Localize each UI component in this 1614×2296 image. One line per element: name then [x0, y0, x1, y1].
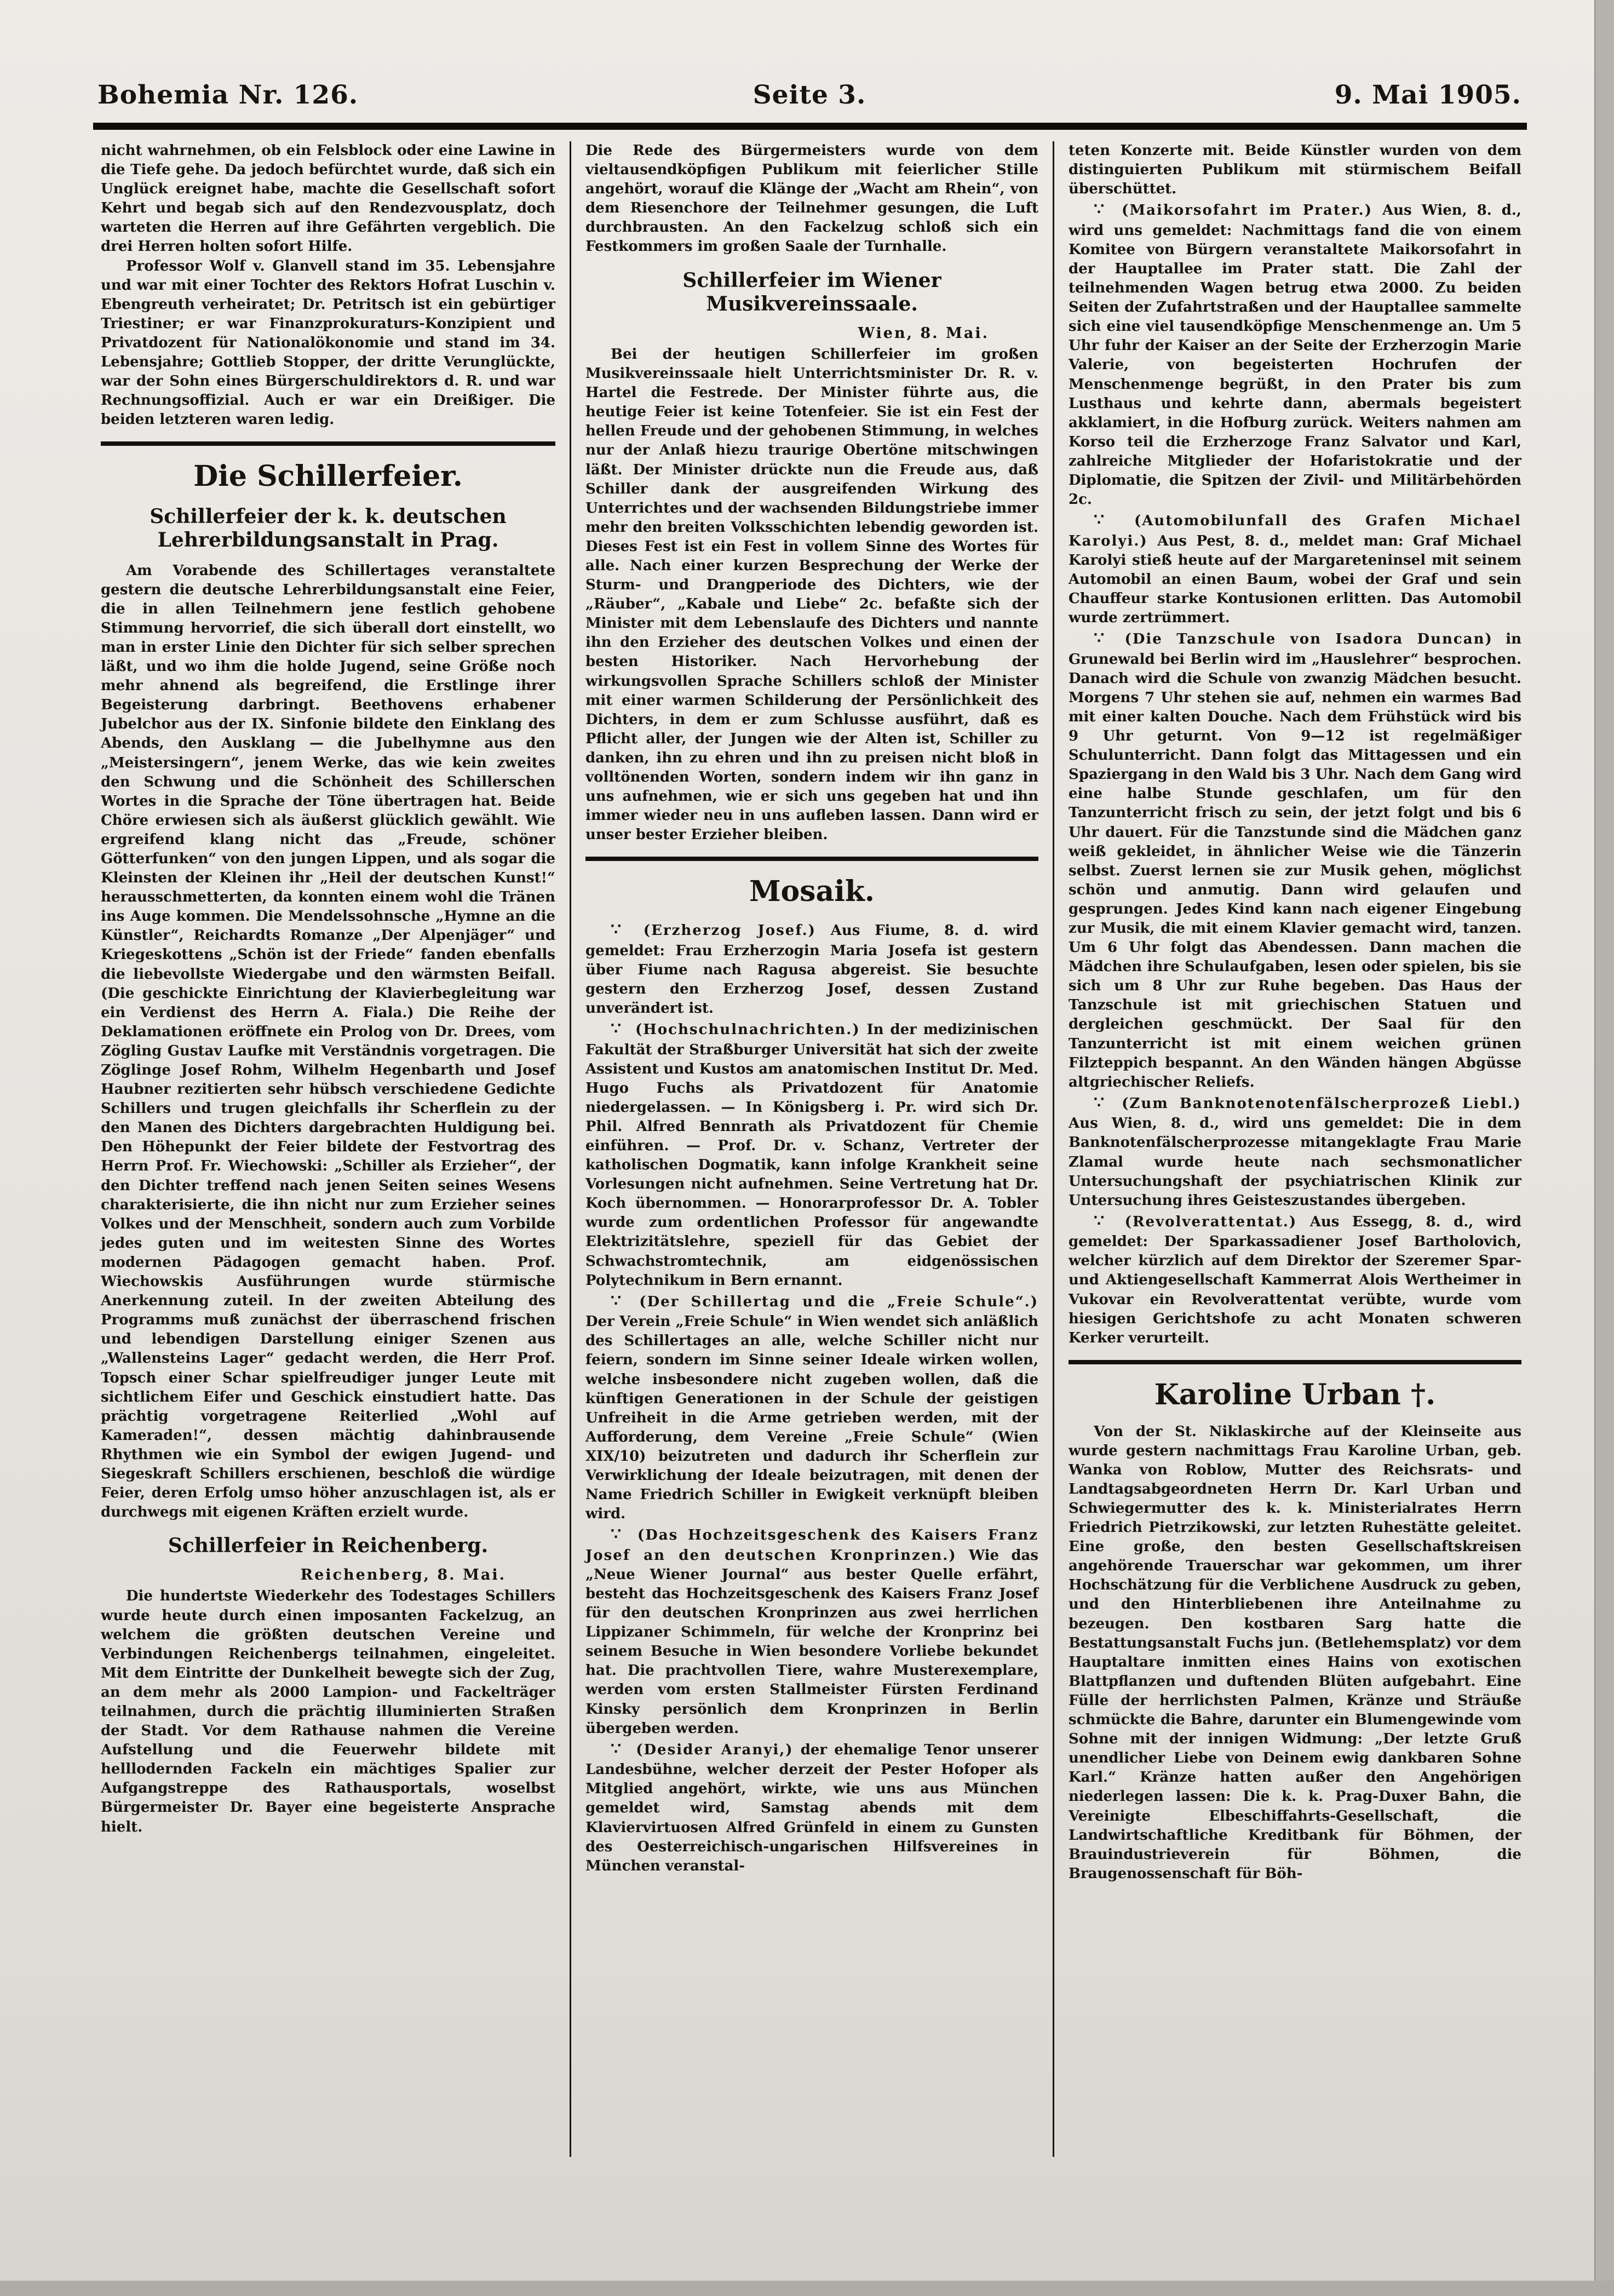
paragraph: nicht wahrnehmen, ob ein Felsblock oder eine Lawine in die Tiefe gehe. Da jedoch befürchtet wurde, daß sich ein Unglück ereignet habe, machte die Gesellschaft sofort Kehrt und begab sich auf den Rendezvousplatz, doch warteten die Herren auf ihre Gefährten vergeblich. Die drei Herren holten sofort Hilfe. [101, 142, 555, 255]
news-item-label: (Das Hochzeitsgeschenk des Kaisers Franz Josef an den deutschen Kronprinzen.) [585, 1527, 1038, 1564]
paragraph: Bei der heutigen Schillerfeier im großen Musikvereinssaale hielt Unterrichtsminister Dr. R. v. Hartel die Festrede. Der Minister führte aus, die heutige Feier ist keine Totenfeier. Sie ist ein Fest der hellen Freude und der gehobenen Stimmung, in welches nur der Anlaß hiezu traurige Obertöne mitschwingen läßt. Der Minister drückte nun die Freude aus, daß Schiller dank der ausgreifenden Wirkung des Unterrichtes und der wachsenden Bildungstriebe immer mehr den breiten Volksschichten lebendig geworden ist. Dieses Fest ist ein Fest in vollem Sinne des Wortes für alle. Nach einer kurzen Besprechung der Werke der Sturm- und Drangperiode des Dichters, wie der „Räuber“, „Kabale und Liebe“ 2c. befaßte sich der Minister mit dem Lebenslaufe des Dichters und nannte ihn den Erzieher des deutschen Volkes und einen der besten Historiker. Nach Hervorhebung der wirkungsvollen Sprache Schillers schloß der Minister mit einer warmen Schilderung der Persönlichkeit des Dichters, in dem er zum Schlusse ausführt, daß es Pflicht aller, der Jungen wie der Alten ist, Schiller zu danken, ihn zu ehren und ihn zu preisen nicht bloß in volltönenden Worten, sondern indem wir ihn ganz in uns aufnehmen, wie er sich uns gegeben hat und ihn immer wieder neu in uns aufleben lassen. Dann wird er unser bester Erzieher bleiben. [585, 346, 1038, 843]
masthead-page-number: Seite 3. [753, 80, 866, 110]
masthead-issue: Bohemia Nr. 126. [97, 80, 359, 110]
obituary-title: Karoline Urban †. [1154, 1377, 1436, 1411]
asterism-icon: ∵ [611, 1019, 622, 1039]
paragraph: Die Rede des Bürgermeisters wurde von dem vieltausendköpfigen Publikum mit feierlicher Stille angehört, worauf die Klänge der „Wacht am Rhein“, von dem Riesenchore der Teilnehmer gesungen, die Luft durchbrausten. An den Fackelzug schloß sich ein Festkommers im großen Saale der Turnhalle. [585, 142, 1038, 255]
dateline: Reichenberg, 8. Mai. [300, 1566, 506, 1584]
news-item-text: Aus Wien, 8. d., wird uns gemeldet: Die in dem Banknotenfälscherprozesse mitangeklagte Frau Marie Zlamal wurde heute nach sechsmonatlicher Untersuchungshaft der psychiatrischen Klinik zur Untersuchung ihres Geisteszustandes übergeben. [1069, 1115, 1521, 1209]
dateline: Wien, 8. Mai. [858, 324, 989, 342]
section-title: Mosaik. [749, 875, 875, 909]
article-subtitle: Schillerfeier in Reichenberg. [168, 1534, 489, 1558]
news-item [1069, 509, 1521, 628]
news-item-text: in Grunewald bei Berlin wird im „Hauslehrer“ besprochen. Danach wird die Schule von zwanzig Mädchen besucht. Morgens 7 Uhr stehen sie auf, nehmen ein warmes Bad mit einer kalten Douche. Nach dem Frühstück wird bis 9 Uhr geturnt. Von 9—12 ist regelmäßiger Schulunterricht. Dann folgt das Mittagessen und ein Spaziergang in den Wald bis 3 Uhr. Nach dem Gang wird eine halbe Stunde geschlafen, um für den Tanzunterricht frisch zu sein, der jetzt folgt und bis 6 Uhr dauert. Für die Tanzstunde sind die Mädchen ganz weiß gekleidet, in ähnlicher Weise wie die Tänzerin selbst. Zuerst lernen sie zur Musik gehen, möglichst schön und anmutig. Dann wird gelaufen und gesprungen. Jedes Kind kann nach eigener Eingebung zur Musik, die mit einem Klavier gemacht wird, tanzen. Um 6 Uhr folgt das Abendessen. Dann machen die Mädchen ihre Schulaufgaben, lesen oder spielen, bis sie sich um 8 Uhr zur Ruhe begeben. Das Haus der Tanzschule ist mit griechischen Statuen und dergleichen geschmückt. Der Saal für den Tanzunterricht ist mit einem weichen grünen Filzteppich bespannt. An den Wänden hängen Abgüsse altgriechischer Reliefs. [1069, 631, 1521, 1090]
news-item-text: Wie das „Neue Wiener Journal“ aus bester Quelle erfährt, besteht das Hochzeitsgeschenk des Kaisers Franz Josef für den deutschen Kronprinzen aus zwei herrlichen Lippizaner Schimmeln, für welche der Kronprinz bei seinem Besuche in Wien besondere Vorliebe bekundet hat. Die prachtvollen Tiere, wahre Musterexemplare, werden vom ersten Stallmeister Fürsten Ferdinand Kinsky persönlich dem Kronprinzen in Berlin übergeben werden. [585, 1547, 1038, 1737]
article-subtitle: Schillerfeier im Wiener Musikvereinssaale. [682, 268, 941, 315]
page-edge-bottom [0, 2281, 1614, 2296]
section-rule [585, 857, 1038, 861]
news-item-label: (Desider Aranyi,) [636, 1741, 794, 1758]
masthead [97, 80, 1521, 110]
column-2 [570, 141, 1053, 2157]
news-item-label: (Automobilunfall des Grafen Michael Karolyi.) [1069, 513, 1521, 549]
asterism-icon: ∵ [611, 1291, 622, 1311]
news-item-label: (Erzherzog Josef.) [643, 922, 816, 939]
news-item-label: (Die Tanzschule von Isadora Duncan) [1124, 631, 1493, 648]
article-subtitle: Schillerfeier der k. k. deutschen Lehrerbildungsanstalt in Prag. [150, 505, 507, 552]
columns [87, 141, 1536, 2157]
news-item [1069, 1092, 1521, 1210]
asterism-icon: ∵ [1094, 629, 1105, 648]
news-item [585, 1524, 1038, 1738]
news-item-text: In der medizinischen Fakultät der Straßburger Universität hat sich der zweite Assistent und Kustos am anatomischen Institut Dr. Med. Hugo Fuchs als Privatdozent für Anatomie niedergelassen. — In Königsberg i. Pr. wird sich Dr. Phil. Alfred Bennrath als Privatdozent für Chemie einführen. — Prof. Dr. v. Schanz, Vertreter der katholischen Dogmatik, kann infolge Krankheit seine Vorlesungen nicht aufnehmen. Seine Vertretung hat Dr. Koch übernommen. — Honorarprofessor Dr. A. Tobler wurde zum ordentlichen Professor für angewandte Elektrizitätslehre, speziell für das Gebiet der Schwachstromtechnik, am eidgenössischen Polytechnikum in Bern ernannt. [585, 1021, 1038, 1289]
asterism-icon: ∵ [611, 1525, 622, 1545]
news-item-text: Aus Fiume, 8. d. wird gemeldet: Frau Erzherzogin Maria Josefa ist gestern über Fiume nach Ragusa abgereist. Sie besuchte gestern den Erzherzog Josef, dessen Zustand unverändert ist. [585, 922, 1039, 1017]
asterism-icon: ∵ [1094, 1093, 1105, 1112]
news-item-text: der ehemalige Tenor unserer Landesbühne, welcher derzeit der Pester Hofoper als Mitglied angehört, wirkte, wie uns aus München gemeldet wird, Samstag abends mit dem Klaviervirtuosen Alfred Grünfeld in einem zu Gunsten des Oesterreichisch-ungarischen Hilfsvereines in München veranstal- [585, 1741, 1039, 1874]
column-1 [87, 141, 570, 2157]
column-3 [1053, 141, 1536, 2157]
news-item [585, 919, 1038, 1018]
news-item-text: Aus Pest, 8. d., meldet man: Graf Michael Karolyi stieß heute auf der Margareteninsel mit seinem Automobil an einen Baum, wobei der Graf und sein Chauffeur starke Kontusionen erlitten. Das Automobil wurde zertrümmert. [1069, 532, 1521, 627]
asterism-icon: ∵ [611, 920, 622, 940]
news-item-label: (Zum Banknotenotenfälscherprozeß Liebl.) [1122, 1095, 1521, 1112]
section-rule [1069, 1360, 1521, 1364]
paragraph: Von der St. Niklaskirche auf der Kleinseite aus wurde gestern nachmittags Frau Karoline Urban, geb. Wanka von Roblow, Mutter des Reichsrats- und Landtagsabgeordneten Herrn Dr. Karl Urban und Schwiegermutter des k. k. Ministerialrates Herrn Friedrich Pietrzikowski, zur letzten Ruhestätte geleitet. Eine große, den besten Gesellschaftskreisen angehörende Trauerschar war gekommen, um ihrer Hochschätzung für die Verblichene Ausdruck zu geben, und den Hinterbliebenen ihre Anteilnahme zu bezeugen. Den kostbaren Sarg hatte die Bestattungsanstalt Fuchs jun. (Betlehemsplatz) vor dem Hauptaltare inmitten eines Hains von exotischen Blattpflanzen und duftenden Blüten aufgebahrt. Eine Fülle der herrlichsten Palmen, Kränze und Sträuße schmückte die Bahre, darunter ein Blumengewinde vom Sohne mit der innigen Widmung: „Der letzte Gruß unendlicher Liebe von Deinem ewig dankbaren Sohne Karl.“ Kränze hatten außer den Angehörigen niederlegen lassen: Die k. k. Prag-Duxer Bahn, die Vereinigte Elbeschiffahrts-Gesellschaft, die Landwirtschaftliche Kreditbank für Böhmen, der Brauindustrieverein für Böhmen, die Braugenossenschaft für Böh- [1069, 1423, 1521, 1882]
news-item-label: (Maikorsofahrt im Prater.) [1122, 202, 1373, 219]
news-item-text: Aus Essegg, 8. d., wird gemeldet: Der Sparkassadiener Josef Bartholovich, welcher kürzlich auf dem Direktor der Szeremer Spar- und Aktiengesellschaft Kammerrat Alois Wertheimer in Vukovar ein Revolverattentat verübte, wurde vom hiesigen Gerichtshofe zu acht Monaten schweren Kerker verurteilt. [1069, 1213, 1521, 1346]
news-item-label: (Der Schillertag und die „Freie Schule“.) [639, 1293, 1039, 1310]
paragraph: Professor Wolf v. Glanvell stand im 35. Lebensjahre und war mit einer Tochter des Rektors Hofrat Luschin v. Ebengreuth verheiratet; Dr. Petritsch ist ein gebürtiger Triestiner; er war Finanzprokuraturs-Konzipient und Privatdozent für Nationalökonomie und stand im 34. Lebensjahre; Gottlieb Stopper, der dritte Verunglückte, war der Sohn eines Bürgerschuldirektors d. R. und war Rechnungsoffizial. Auch er war ein Dreißiger. Die beiden letzteren waren ledig. [101, 257, 555, 428]
article-title: Die Schillerfeier. [193, 460, 463, 493]
asterism-icon: ∵ [1094, 200, 1105, 220]
news-item [1069, 1210, 1521, 1348]
news-item [1069, 628, 1521, 1092]
asterism-icon: ∵ [1094, 1211, 1105, 1231]
masthead-rule [93, 123, 1527, 130]
asterism-icon: ∵ [611, 1739, 622, 1759]
masthead-date: 9. Mai 1905. [1334, 80, 1522, 110]
news-item [585, 1290, 1038, 1524]
news-item [585, 1018, 1038, 1290]
news-item-label: (Hochschulnachrichten.) [635, 1021, 860, 1038]
news-item-text: Aus Wien, 8. d., wird uns gemeldet: Nachmittags fand die von einem Komitee von Bürgern veranstaltete Maikorsofahrt in der Hauptallee im Prater statt. Die Zahl der teilnehmenden Wagen betrug etwa 2000. Zu beiden Seiten der Zufahrtstraßen und der Hauptallee sammelte sich eine viel tausendköpfige Menschenmenge an. Um 5 Uhr fuhr der Kaiser an der Seite der Erzherzogin Marie Valerie, von begeisterten Hochrufen der Menschenmenge begrüßt, in den Prater bis zum Lusthaus und kehrte dann, abermals begeistert akklamiert, in die Hofburg zurück. Weiters nahmen am Korso teil die Erzherzoge Franz Salvator und Karl, zahlreiche Mitglieder der Hofaristokratie und der Diplomatie, die Spitzen der Zivil- und Militärbehörden 2c. [1069, 202, 1521, 508]
paragraph: teten Konzerte mit. Beide Künstler wurden von dem distinguierten Publikum mit stürmischem Beifall überschüttet. [1069, 142, 1521, 198]
news-item [585, 1738, 1038, 1876]
asterism-icon: ∵ [1094, 510, 1105, 530]
paragraph: Am Vorabende des Schillertages veranstaltete gestern die deutsche Lehrerbildungsanstalt eine Feier, die in allen Teilnehmern jene festlich gehobene Stimmung hervorrief, die sich überall dort einstellt, wo man in erster Linie den Dichter für sich selber sprechen läßt, und wo ihm die holde Jugend, seine Größe noch mehr ahnend als begreifend, die Erstlinge ihrer Begeisterung darbringt. Beethovens erhabener Jubelchor aus der IX. Sinfonie bildete den Einklang des Abends, den Ausklang — die Jubelhymne aus den „Meistersingern“, jenem Werke, das wie kein zweites den Schwung und die Schönheit des Schillerschen Wortes in die Sprache der Töne übertragen hat. Beide Chöre erwiesen sich als äußerst glücklich gewählt. Wie ergreifend klang nicht das „Freude, schöner Götterfunken“ von den jungen Lippen, und als sogar die Kleinsten der Kleinen ihr „Heil der deutschen Kunst!“ herausschmetterten, da konnten einem wohl die Tränen ins Auge kommen. Die Mendelssohnsche „Hymne an die Künstler“, Reichardts Romanze „Der Alpenjäger“ und Kriegeskottens „Schön ist der Friede“ fanden ebenfalls die liebevollste Wiedergabe und den wärmsten Beifall. (Die geschickte Einrichtung der Klavierbegleitung war ein Verdienst des Herrn A. Fiala.) Die Reihe der Deklamationen eröffnete ein Prolog von Dr. Drees, vom Zögling Gustav Laufke mit Verständnis vorgetragen. Die Zöglinge Josef Rohm, Wilhelm Hegenbarth und Josef Haubner rezitierten sehr hübsch verschiedene Gedichte Schillers und trugen gleichfalls ihr Scherflein zu der den Manen des Dichters dargebrachten Huldigung bei. Den Höhepunkt der Feier bildete der Festvortrag des Herrn Prof. Fr. Wiechowski: „Schiller als Erzieher“, der den Dichter treffend nach jenen Seiten seines Wesens charakterisierte, die ihn nicht nur zum Erzieher seines Volkes und der Menschheit, sondern auch zum Vorbilde jedes guten und im weitesten Sinne des Wortes modernen Pädagogen gemacht haben. Prof. Wiechowskis Ausführungen wurde stürmische Anerkennung zuteil. In der zweiten Abteilung des Programms muß zunächst der überraschend frischen und lebendigen Darstellung einiger Szenen aus „Wallensteins Lager“ gedacht werden, die Herr Prof. Topsch einer Schar spielfreudiger junger Leute mit sichtlichem Eifer und Geschick einstudiert hatte. Das prächtig vorgetragene Reiterlied „Wohl auf Kameraden!“, dessen mächtig dahinbrausende Rhythmen wie ein Symbol der ewigen Jugend- und Siegeskraft Schillers erschienen, beschloß die würdige Feier, deren Erfolg umso höher anzuschlagen ist, als er durchwegs mit eigenen Kräften erzielt wurde. [101, 562, 555, 1521]
section-rule [101, 441, 555, 446]
news-item-text: Der Verein „Freie Schule“ in Wien wendet sich anläßlich des Schillertages an alle, welche Schiller nicht nur feiern, sondern im Sinne seiner Ideale wirken wollen, welche insbesondere nicht zugeben wollen, daß die künftigen Generationen in der Schule der geistigen Unfreiheit in die Arme getrieben werden, mit der Aufforderung, dem Vereine „Freie Schule“ (Wien XIX/10) beizutreten und dadurch ihr Scherflein zur Verwirklichung der Ideale beizutragen, mit denen der Name Friedrich Schiller in Ewigkeit verknüpft bleiben wird. [585, 1313, 1038, 1523]
page-edge-right [1594, 0, 1614, 2296]
paragraph: Die hundertste Wiederkehr des Todestages Schillers wurde heute durch einen imposanten Fackelzug, an welchem die größten deutschen Vereine und Verbindungen Reichenbergs teilnahmen, eingeleitet. Mit dem Eintritte der Dunkelheit bewegte sich der Zug, an dem mehr als 2000 Lampion- und Fackelträger teilnahmen, durch die prächtig illuminierten Straßen der Stadt. Vor dem Rathause nahmen die Vereine Aufstellung und die Feuerwehr bildete mit helllodernden Fackeln ein mächtiges Spalier zur Aufgangstreppe des Rathausportals, woselbst Bürgermeister Dr. Bayer eine begeisterte Ansprache hielt. [101, 1588, 555, 1835]
news-item-label: (Revolverattentat.) [1124, 1213, 1297, 1230]
news-item [1069, 199, 1521, 509]
